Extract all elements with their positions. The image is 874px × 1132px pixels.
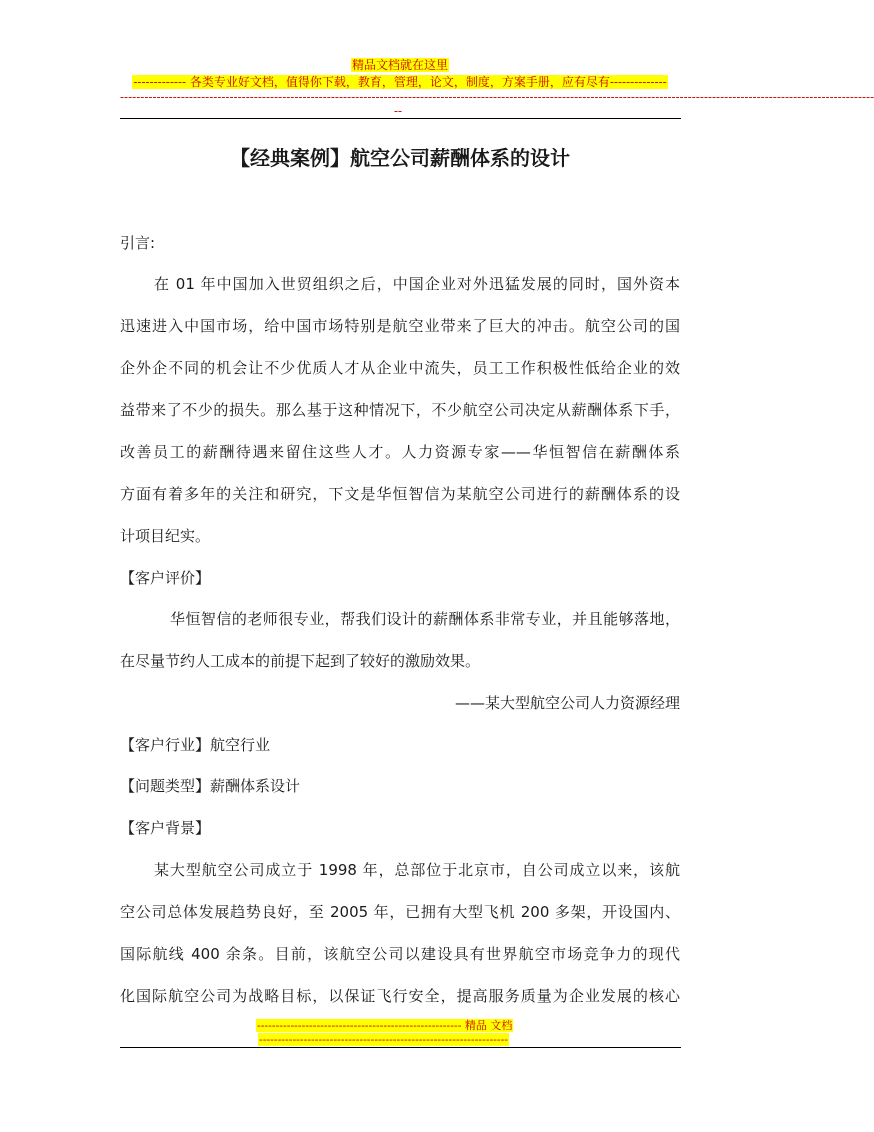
intro-paragraph-line: 企外企不同的机会让不少优质人才从企业中流失，员工工作积极性低给企业的效 (120, 359, 680, 377)
document-title: 【经典案例】航空公司薪酬体系的设计 (230, 146, 570, 170)
header-label: 精品文档就在这里 (351, 58, 448, 72)
evaluation-line: 在尽量节约人工成本的前提下起到了较好的激励效果。 (120, 652, 481, 670)
background-heading: 【客户背景】 (120, 819, 211, 837)
footer-dash-line: ------------------------------------------------------------------- (259, 1033, 509, 1046)
intro-paragraph-line: 益带来了不少的损失。那么基于这种情况下，不少航空公司决定从薪酬体系下手， (120, 401, 680, 419)
background-line: 化国际航空公司为战略目标，以保证飞行安全，提高服务质量为企业发展的核心 (120, 987, 680, 1005)
evaluation-signature: ——某大型航空公司人力资源经理 (454, 694, 680, 712)
evaluation-line: 华恒智信的老师很专业，帮我们设计的薪酬体系非常专业，并且能够落地， (170, 610, 680, 628)
evaluation-heading: 【客户评价】 (120, 569, 211, 587)
intro-heading: 引言: (120, 234, 156, 252)
background-line: 空公司总体发展趋势良好，至 2005 年，已拥有大型飞机 200 多架，开设国内、 (120, 903, 680, 921)
header-dash-line: ------------------------------------------------------------------------------------------------------------------------------------------------------------------------------------------ (120, 90, 874, 104)
footer-rule (120, 1047, 681, 1048)
header-rule (120, 118, 681, 119)
intro-paragraph-line: 改善员工的薪酬待遇来留住这些人才。人力资源专家——华恒智信在薪酬体系 (120, 443, 680, 461)
background-line: 国际航线 400 余条。目前，该航空公司以建设具有世界航空市场竞争力的现代 (120, 945, 680, 963)
customer-industry: 【客户行业】航空行业 (120, 736, 271, 754)
footer-line: ------------------------------------------------------- 精品 文档 (257, 1019, 513, 1032)
header-dash-tail: -- (394, 104, 403, 118)
background-line: 某大型航空公司成立于 1998 年，总部位于北京市，自公司成立以来，该航 (154, 861, 680, 879)
intro-paragraph-line: 计项目纪实。 (120, 527, 211, 545)
intro-paragraph-line: 迅速进入中国市场，给中国市场特别是航空业带来了巨大的冲击。航空公司的国 (120, 317, 680, 335)
header-tagline: ------------- 各类专业好文档，值得你下载，教育，管理，论文，制度，方案手册，应有尽有-------------- (133, 75, 667, 89)
intro-paragraph-line: 方面有着多年的关注和研究，下文是华恒智信为某航空公司进行的薪酬体系的设 (120, 485, 680, 503)
intro-paragraph-line: 在 01 年中国加入世贸组织之后，中国企业对外迅猛发展的同时，国外资本 (154, 275, 680, 293)
problem-type: 【问题类型】薪酬体系设计 (120, 777, 301, 795)
